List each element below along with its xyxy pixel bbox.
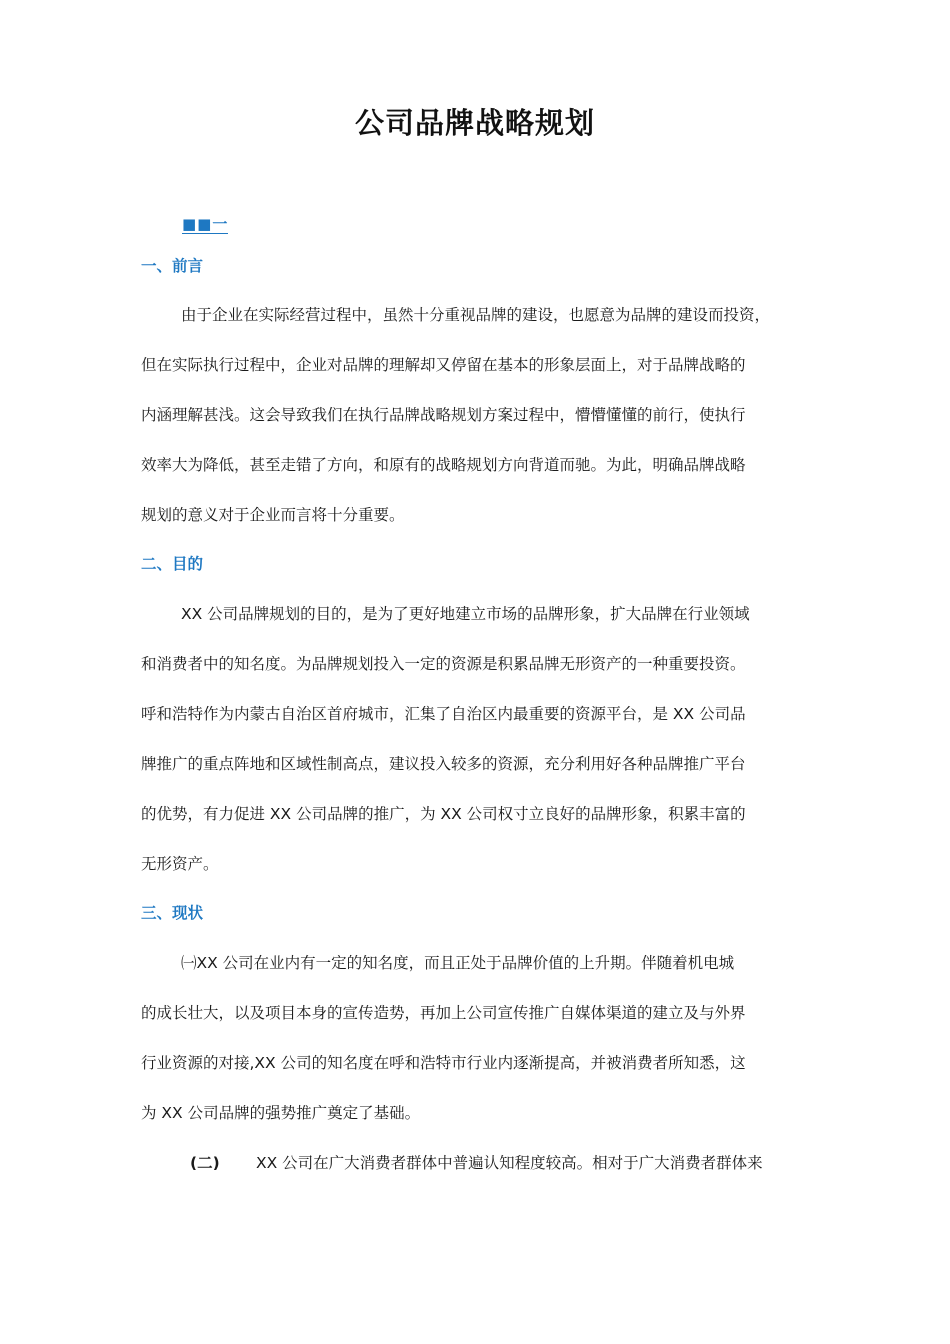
paragraph-line: 牌推广的重点阵地和区域性制高点，建议投入较多的资源，充分利用好各种品牌推广平台 <box>141 755 746 773</box>
paragraph-line: 由于企业在实际经营过程中，虽然十分重视品牌的建设，也愿意为品牌的建设而投资， <box>181 306 771 324</box>
section-heading-preface: 一、前言 <box>141 257 204 275</box>
paragraph-line: 内涵理解甚浅。这会导致我们在执行品牌战略规划方案过程中，懵懵懂懂的前行，使执行 <box>141 406 746 424</box>
paragraph-line: 的成长壮大，以及项目本身的宣传造势，再加上公司宣传推广自媒体渠道的建立及与外界 <box>141 1004 746 1022</box>
paragraph-line: 和消费者中的知名度。为品牌规划投入一定的资源是积累品牌无形资产的一种重要投资。 <box>141 655 746 673</box>
paragraph-line: 行业资源的对接,XX 公司的知名度在呼和浩特市行业内逐渐提高，并被消费者所知悉，这 <box>141 1054 746 1072</box>
paragraph-line: 的优势，有力促进 XX 公司品牌的推广，为 XX 公司权寸立良好的品牌形象，积累丰富的 <box>141 805 746 823</box>
section-mark <box>182 216 228 232</box>
section-body-status <box>141 938 841 1188</box>
section-heading-purpose: 二、目的 <box>141 555 204 573</box>
paragraph-line: 效率大为降低，甚至走错了方向，和原有的战略规划方向背道而驰。为此，明确品牌战略 <box>141 456 746 474</box>
paragraph-line: ㈠XX 公司在业内有一定的知名度，而且正处于品牌价值的上升期。伴随着机电城 <box>181 954 735 972</box>
section-mark-text: ■■一 <box>182 215 229 233</box>
paragraph-line: XX 公司品牌规划的目的，是为了更好地建立市场的品牌形象，扩大品牌在行业领域 <box>181 605 750 623</box>
list-item-number: (二) <box>190 1154 220 1172</box>
section-heading-status: 三、现状 <box>141 904 204 922</box>
section-body-preface <box>141 290 841 540</box>
paragraph-line: 为 XX 公司品牌的强势推广奠定了基础。 <box>141 1104 421 1122</box>
list-item <box>141 1138 841 1188</box>
paragraph-line: 但在实际执行过程中，企业对品牌的理解却又停留在基本的形象层面上，对于品牌战略的 <box>141 356 746 374</box>
paragraph-line: 呼和浩特作为内蒙古自治区首府城市，汇集了自治区内最重要的资源平台，是 XX 公司品 <box>141 705 746 723</box>
section-body-purpose <box>141 589 841 889</box>
list-item-text: XX 公司在广大消费者群体中普遍认知程度较高。相对于广大消费者群体来 <box>256 1154 763 1172</box>
paragraph-line: 规划的意义对于企业而言将十分重要。 <box>141 506 405 524</box>
paragraph-line: 无形资产。 <box>141 855 219 873</box>
document-title: 公司品牌战略规划 <box>354 106 595 140</box>
